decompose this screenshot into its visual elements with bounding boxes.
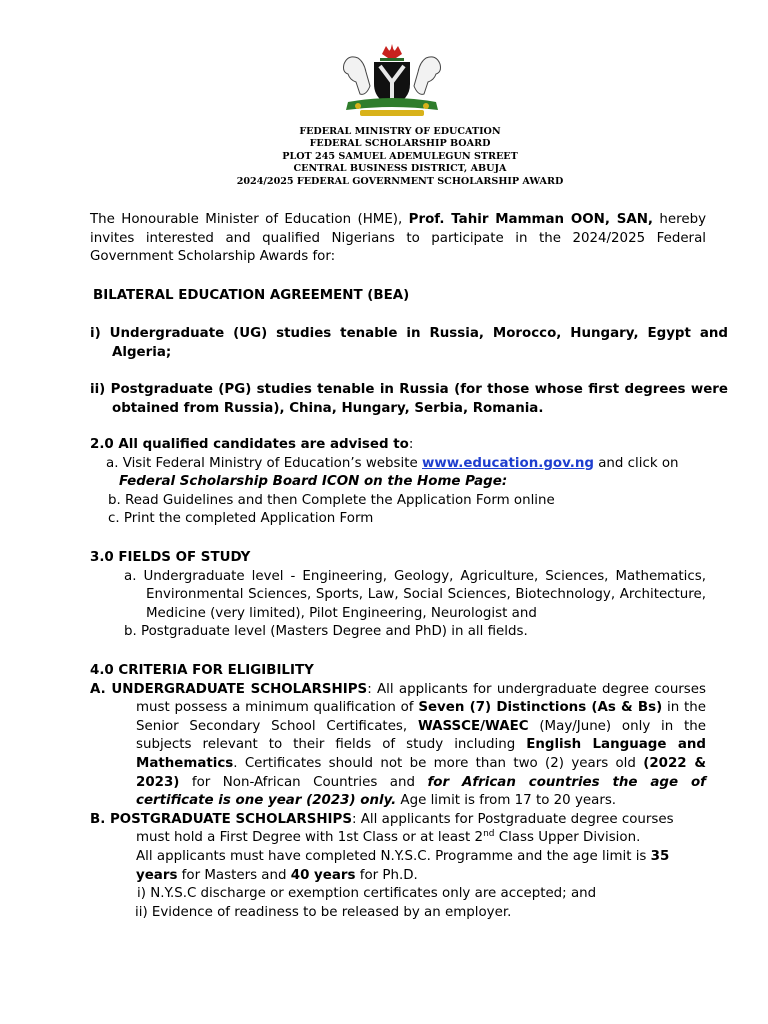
header-ministry: FEDERAL MINISTRY OF EDUCATION	[299, 126, 501, 137]
section-2-item-a-cont: Federal Scholarship Board ICON on the Home Page:	[119, 474, 508, 490]
undergraduate-criteria: A. UNDERGRADUATE SCHOLARSHIPS: All applicants for undergraduate degree courses must possess a minimum qualification of Seven (7) Distinctions (As & Bs) in the Senior Secondary School Certificates, WASSCE/WAEC (May/June) only in the subjects relevant to their fields of study including English Language and Mathematics. Certificates should not be more than two (2) years old (2022 & 2023) for Non-African Countries and for African countries the age of certificate is one year (2023) only. Age limit is from 17 to 20 years.	[90, 681, 707, 809]
section-2-heading: 2.0 All qualified candidates are advised to:	[90, 437, 414, 452]
header-address-district: CENTRAL BUSINESS DISTRICT, ABUJA	[293, 163, 507, 175]
bea-heading: BILATERAL EDUCATION AGREEMENT (BEA)	[93, 288, 410, 303]
section-3-item-b: b. Postgraduate level (Masters Degree and PhD) in all fields.	[124, 624, 528, 640]
minister-name: Prof. Tahir Mamman OON, SAN,	[408, 212, 654, 227]
section-2-item-c: c. Print the completed Application Form	[108, 511, 374, 527]
item-undergraduate: i) Undergraduate (UG) studies tenable in Russia, Morocco, Hungary, Egypt and Algeria;	[90, 326, 728, 360]
section-2	[90, 436, 706, 529]
section-3-heading: 3.0 FIELDS OF STUDY	[90, 550, 251, 565]
section-3-item-a: a. Undergraduate level - Engineering, Geology, Agriculture, Sciences, Mathematics, Environmental Sciences, Sports, Law, Social Sciences, Biotechnology, Architecture, Medicine (very limited), Pilot Engineering, Neurologist and	[124, 568, 706, 621]
letterhead	[200, 126, 600, 188]
section-4-heading: 4.0 CRITERIA FOR ELIGIBILITY	[90, 663, 314, 678]
header-address-street: PLOT 245 SAMUEL ADEMULEGUN STREET	[282, 150, 518, 162]
item-postgraduate: ii) Postgraduate (PG) studies tenable in Russia (for those whose first degrees were obtained from Russia), China, Hungary, Serbia, Romania.	[90, 382, 728, 416]
nigerian-coat-of-arms-icon	[330, 40, 454, 118]
intro-paragraph: The Honourable Minister of Education (HME), Prof. Tahir Mamman OON, SAN, hereby invites interested and qualified Nigerians to participate in the 2024/2025 Federal Government Scholarship Awards for:	[90, 212, 707, 265]
postgraduate-req-i: i) N.Y.S.C discharge or exemption certificates only are accepted; and	[137, 886, 597, 902]
section-2-item-b: b. Read Guidelines and then Complete the Application Form online	[108, 492, 555, 508]
section-3	[90, 549, 706, 642]
header-award-title: 2024/2025 FEDERAL GOVERNMENT SCHOLARSHIP AWARD	[236, 175, 564, 187]
section-4	[90, 662, 706, 922]
postgraduate-req-ii: ii) Evidence of readiness to be released by an employer.	[135, 904, 512, 920]
section-2-item-a: a. Visit Federal Ministry of Education’s website www.education.gov.ng and click on	[106, 455, 679, 471]
postgraduate-criteria: B. POSTGRADUATE SCHOLARSHIPS: All applicants for Postgraduate degree courses must hold a First Degree with 1st Class or at least 2nd Class Upper Division.	[90, 811, 674, 846]
header-board: FEDERAL SCHOLARSHIP BOARD	[309, 138, 491, 150]
postgraduate-age-limit: All applicants must have completed N.Y.S.C. Programme and the age limit is 35 years for Masters and 40 years for Ph.D.	[136, 848, 670, 883]
education-website-link[interactable]: www.education.gov.ng	[422, 455, 594, 471]
